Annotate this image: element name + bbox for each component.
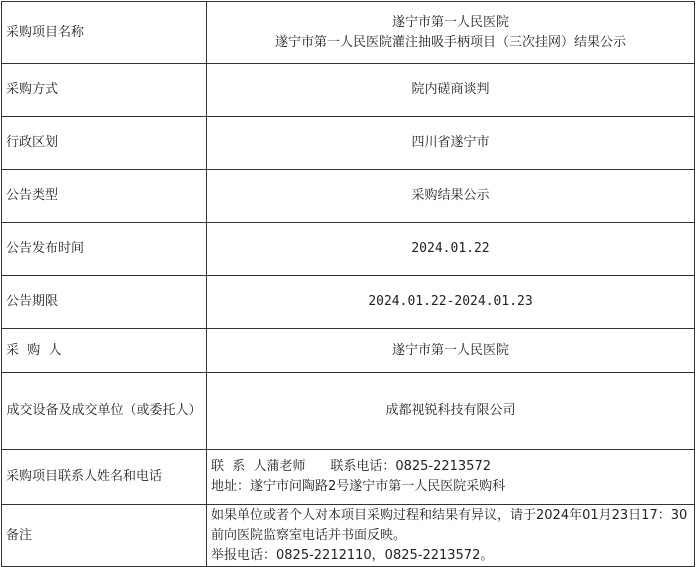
value-purchaser: 遂宁市第一人民医院 xyxy=(207,329,695,373)
row-remarks xyxy=(2,505,695,567)
value-project-name-line-2: 遂宁市第一人民医院灌注抽吸手柄项目（三次挂网）结果公示 xyxy=(274,34,626,50)
value-contact-line-2: 地址：遂宁市问陶路2号遂宁市第一人民医院采购科 xyxy=(211,479,506,494)
label-publish-time: 公告发布时间 xyxy=(2,223,207,276)
label-procurement-method: 采购方式 xyxy=(2,64,207,117)
row-project-name xyxy=(2,2,695,64)
value-procurement-method: 院内磋商谈判 xyxy=(207,64,695,117)
value-project-name-line-1: 遂宁市第一人民医院 xyxy=(391,14,509,30)
value-remarks-line-2: 举报电话：0825-2212110，0825-2213572。 xyxy=(211,547,494,563)
value-notice-period: 2024.01.22-2024.01.23 xyxy=(207,276,695,329)
value-remarks-line-1: 如果单位或者个人对本项目采购过程和结果有异议，请于2024年01月23日17：30前向医院监察室电话并书面反映。 xyxy=(211,507,688,543)
value-region: 四川省遂宁市 xyxy=(207,117,695,170)
label-remarks: 备注 xyxy=(2,505,207,567)
row-contact xyxy=(2,450,695,505)
procurement-info-table xyxy=(1,1,695,567)
label-notice-type: 公告类型 xyxy=(2,170,207,223)
value-contact-line-1: 联 系 人蒲老师 联系电话：0825-2213572 xyxy=(211,459,491,474)
value-contact xyxy=(207,450,695,505)
label-region: 行政区划 xyxy=(2,117,207,170)
label-purchaser: 采 购 人 xyxy=(2,329,207,373)
row-region xyxy=(2,117,695,170)
label-contact: 采购项目联系人姓名和电话 xyxy=(2,450,207,505)
value-remarks xyxy=(207,505,695,567)
row-winning-supplier xyxy=(2,373,695,450)
value-winning-supplier: 成都视锐科技有限公司 xyxy=(207,373,695,450)
value-notice-type: 采购结果公示 xyxy=(207,170,695,223)
row-procurement-method xyxy=(2,64,695,117)
label-notice-period: 公告期限 xyxy=(2,276,207,329)
row-notice-type xyxy=(2,170,695,223)
label-winning-supplier: 成交设备及成交单位（或委托人） xyxy=(2,373,207,450)
value-publish-time: 2024.01.22 xyxy=(207,223,695,276)
label-project-name: 采购项目名称 xyxy=(2,2,207,64)
value-project-name xyxy=(207,2,695,64)
row-purchaser xyxy=(2,329,695,373)
row-publish-time xyxy=(2,223,695,276)
row-notice-period xyxy=(2,276,695,329)
